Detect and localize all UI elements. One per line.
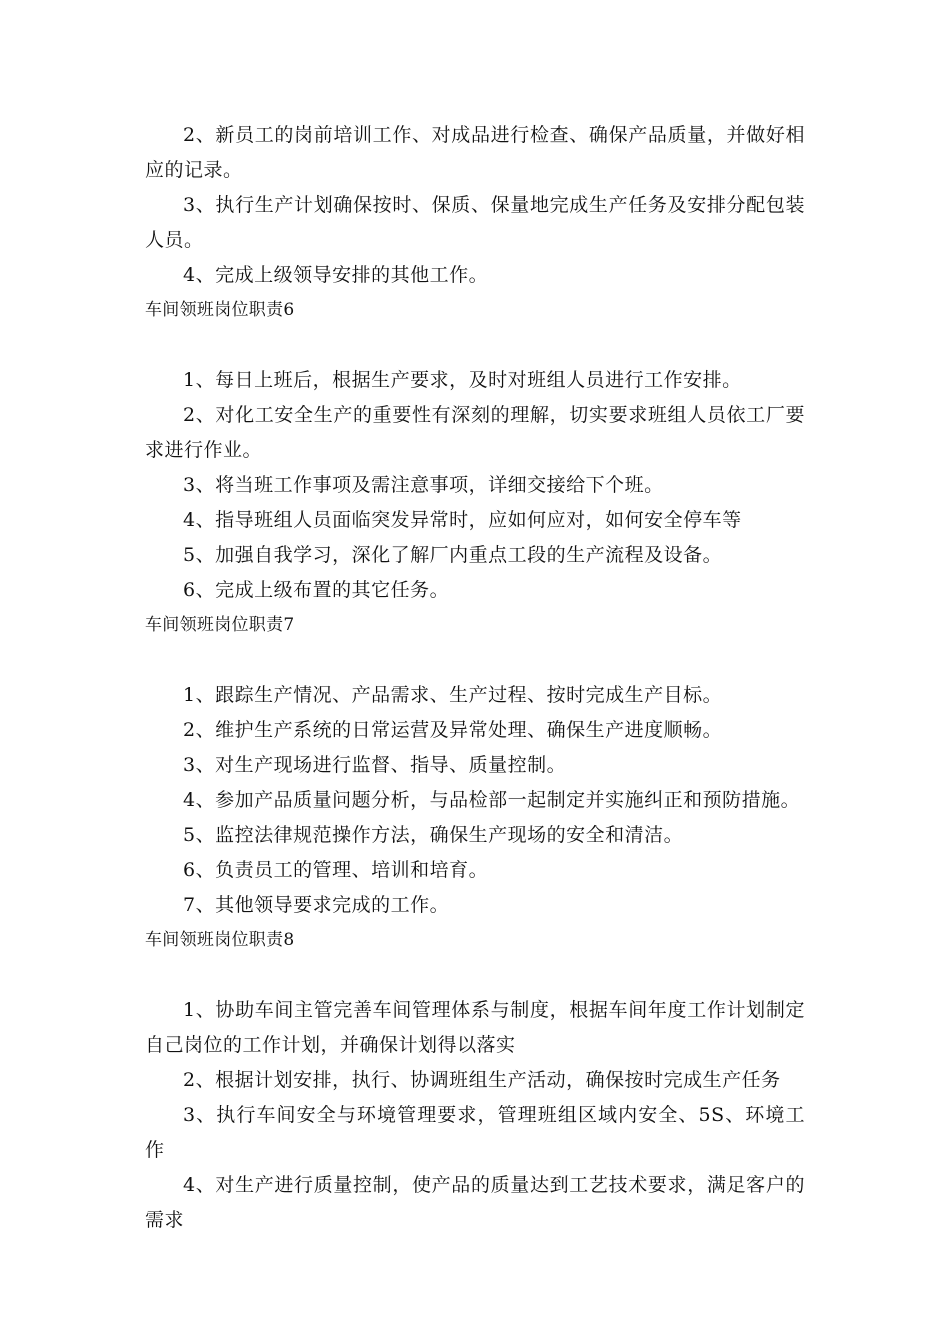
paragraph-item: 4、参加产品质量问题分析，与品检部一起制定并实施纠正和预防措施。 (183, 789, 801, 811)
paragraph-item: 3、执行车间安全与环境管理要求，管理班组区域内安全、5S、环境工作 (145, 1104, 805, 1161)
spacer (145, 643, 805, 678)
paragraph-item: 2、根据计划安排，执行、协调班组生产活动，确保按时完成生产任务 (183, 1069, 781, 1091)
paragraph-item: 3、执行生产计划确保按时、保质、保量地完成生产任务及安排分配包装人员。 (145, 194, 805, 251)
document-page (145, 118, 805, 1238)
paragraph-item: 5、监控法律规范操作方法，确保生产现场的安全和清洁。 (183, 824, 684, 846)
paragraph-item: 5、加强自我学习，深化了解厂内重点工段的生产流程及设备。 (183, 544, 723, 566)
section-heading-7: 车间领班岗位职责7 (145, 615, 295, 635)
section-heading-8: 车间领班岗位职责8 (145, 930, 295, 950)
paragraph-item: 3、将当班工作事项及需注意事项，详细交接给下个班。 (183, 474, 664, 496)
paragraph-item: 4、指导班组人员面临突发异常时，应如何应对，如何安全停车等 (183, 509, 742, 531)
paragraph-item: 4、对生产进行质量控制，使产品的质量达到工艺技术要求，满足客户的需求 (145, 1174, 805, 1231)
paragraph-item: 1、跟踪生产情况、产品需求、生产过程、按时完成生产目标。 (183, 684, 723, 706)
section-heading-6: 车间领班岗位职责6 (145, 300, 295, 320)
paragraph-item: 6、完成上级布置的其它任务。 (183, 579, 450, 601)
paragraph-item: 2、对化工安全生产的重要性有深刻的理解，切实要求班组人员依工厂要求进行作业。 (145, 404, 805, 461)
paragraph-item: 2、新员工的岗前培训工作、对成品进行检查、确保产品质量，并做好相应的记录。 (145, 124, 805, 181)
paragraph-item: 1、协助车间主管完善车间管理体系与制度，根据车间年度工作计划制定自己岗位的工作计划，并确保计划得以落实 (145, 999, 805, 1056)
paragraph-item: 3、对生产现场进行监督、指导、质量控制。 (183, 754, 567, 776)
paragraph-item: 6、负责员工的管理、培训和培育。 (183, 859, 489, 881)
paragraph-item: 4、完成上级领导安排的其他工作。 (183, 264, 489, 286)
paragraph-item: 2、维护生产系统的日常运营及异常处理、确保生产进度顺畅。 (183, 719, 723, 741)
spacer (145, 328, 805, 363)
spacer (145, 958, 805, 993)
paragraph-item: 7、其他领导要求完成的工作。 (183, 894, 450, 916)
paragraph-item: 1、每日上班后，根据生产要求，及时对班组人员进行工作安排。 (183, 369, 742, 391)
